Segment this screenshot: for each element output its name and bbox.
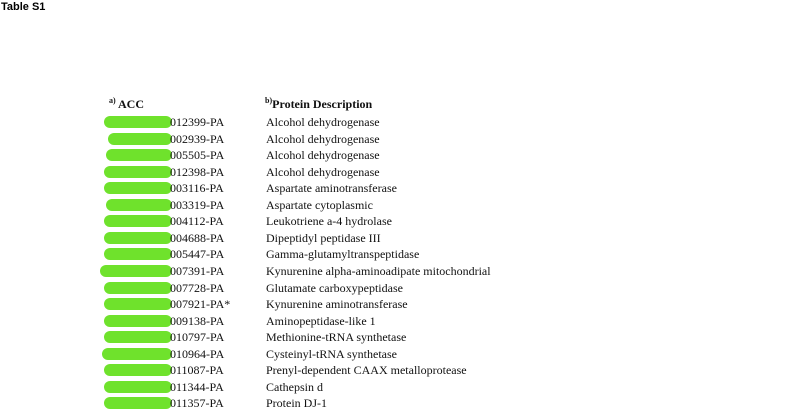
table-row	[0, 114, 800, 131]
redaction-mask	[104, 298, 172, 310]
protein-description-cell: Kynurenine alpha-aminoadipate mitochondrial	[266, 263, 491, 278]
table-row	[0, 246, 800, 263]
description-header-label: Protein Description	[272, 97, 373, 111]
accession-cell: 007921-PA*	[170, 297, 231, 312]
column-header-acc	[109, 96, 144, 112]
table-row	[0, 230, 800, 247]
accession-cell: 005447-PA	[170, 247, 225, 262]
accession-cell: 003116-PA	[170, 181, 224, 196]
redaction-mask	[104, 215, 172, 227]
table-row	[0, 280, 800, 297]
redaction-mask	[102, 348, 172, 360]
accession-cell: 011344-PA	[170, 379, 224, 394]
protein-description-cell: Alcohol dehydrogenase	[266, 164, 380, 179]
table-row	[0, 296, 800, 313]
table-row	[0, 395, 800, 412]
redaction-mask	[104, 182, 172, 194]
redaction-mask	[104, 381, 172, 393]
protein-description-cell: Prenyl-dependent CAAX metalloprotease	[266, 363, 467, 378]
protein-description-cell: Methionine-tRNA synthetase	[266, 330, 407, 345]
acc-footnote-marker: a)	[109, 96, 116, 105]
protein-description-cell: Alcohol dehydrogenase	[266, 148, 380, 163]
accession-cell: 007728-PA	[170, 280, 225, 295]
protein-description-cell: Aminopeptidase-like 1	[266, 313, 376, 328]
redaction-mask	[106, 199, 172, 211]
table-row	[0, 379, 800, 396]
protein-description-cell: Alcohol dehydrogenase	[266, 131, 380, 146]
accession-cell: 002939-PA	[170, 131, 225, 146]
table-caption: Table S1	[1, 1, 46, 13]
redaction-mask	[104, 364, 172, 376]
protein-description-cell: Kynurenine aminotransferase	[266, 297, 408, 312]
table-row	[0, 362, 800, 379]
acc-header-label: ACC	[118, 97, 145, 111]
protein-description-cell: Alcohol dehydrogenase	[266, 115, 380, 129]
description-footnote-marker: b)	[265, 96, 273, 105]
accession-cell: 004112-PA	[170, 214, 224, 229]
table-row	[0, 263, 800, 280]
protein-description-cell: Cathepsin d	[266, 379, 323, 394]
redaction-mask	[104, 397, 172, 409]
table-row	[0, 164, 800, 181]
accession-cell: 011357-PA	[170, 396, 224, 411]
protein-description-cell: Glutamate carboxypeptidase	[266, 280, 403, 295]
redaction-mask	[104, 315, 172, 327]
accession-cell: 009138-PA	[170, 313, 225, 328]
protein-description-cell: Cysteinyl-tRNA synthetase	[266, 346, 397, 361]
redaction-mask	[108, 133, 172, 145]
protein-description-cell: Dipeptidyl peptidase III	[266, 230, 381, 245]
accession-cell: 010797-PA	[170, 330, 225, 345]
accession-cell: 004688-PA	[170, 230, 225, 245]
redaction-mask	[104, 166, 172, 178]
table-row	[0, 213, 800, 230]
table-row	[0, 329, 800, 346]
protein-description-cell: Aspartate aminotransferase	[266, 181, 397, 196]
redaction-mask	[104, 232, 172, 244]
redaction-mask	[104, 331, 172, 343]
table-row	[0, 131, 800, 148]
protein-description-cell: Aspartate cytoplasmic	[266, 197, 373, 212]
accession-cell: 010964-PA	[170, 346, 225, 361]
table-row	[0, 147, 800, 164]
table-row	[0, 197, 800, 214]
accession-cell: 012399-PA	[170, 115, 225, 129]
table-row	[0, 313, 800, 330]
protein-description-cell: Leukotriene a-4 hydrolase	[266, 214, 392, 229]
accession-cell: 012398-PA	[170, 164, 225, 179]
table-row	[0, 346, 800, 363]
redaction-mask	[104, 116, 172, 128]
protein-description-cell: Gamma-glutamyltranspeptidase	[266, 247, 420, 262]
redaction-mask	[104, 248, 172, 260]
accession-cell: 003319-PA	[170, 197, 225, 212]
table-row	[0, 180, 800, 197]
column-header-description	[265, 96, 372, 112]
redaction-mask	[104, 282, 172, 294]
accession-cell: 007391-PA	[170, 263, 225, 278]
redaction-mask	[106, 149, 172, 161]
protein-description-cell: Protein DJ-1	[266, 396, 327, 411]
redaction-mask	[100, 265, 172, 277]
accession-cell: 005505-PA	[170, 148, 225, 163]
accession-cell: 011087-PA	[170, 363, 224, 378]
